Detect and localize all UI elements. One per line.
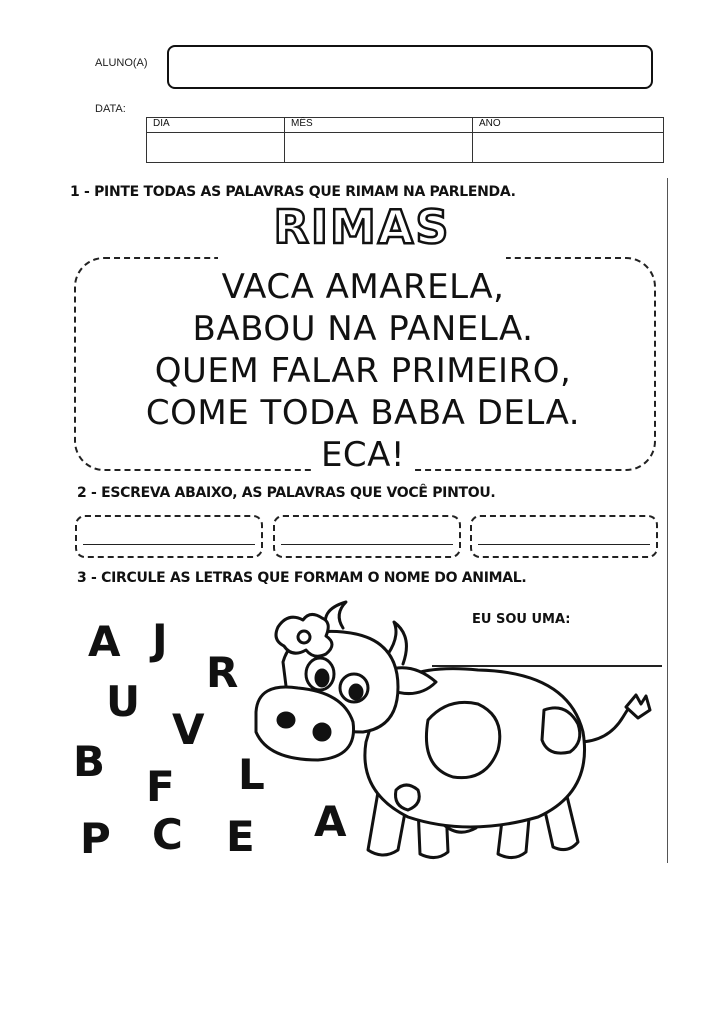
poem-line-3: QUEM FALAR PRIMEIRO,: [154, 351, 572, 391]
date-table: [146, 117, 664, 163]
aluno-label: ALUNO(A): [95, 57, 148, 69]
answer-line-2: [281, 544, 453, 545]
data-label: DATA:: [95, 103, 126, 115]
date-month-field[interactable]: [285, 133, 473, 163]
letter-e[interactable]: E: [226, 812, 255, 861]
poem-line-4: COME TODA BABA DELA.: [145, 393, 581, 433]
answer-box-3[interactable]: [470, 515, 658, 558]
cow-pupil-left: [316, 670, 328, 686]
letter-b[interactable]: B: [73, 737, 106, 786]
cow-tail-tuft: [626, 695, 650, 718]
date-day-field[interactable]: [147, 133, 285, 163]
poem-line-1: VACA AMARELA,: [221, 267, 505, 307]
poem-line-2: BABOU NA PANELA.: [192, 309, 534, 349]
letter-v[interactable]: V: [172, 705, 205, 754]
cow-tail: [578, 702, 633, 742]
cow-spot-3: [396, 785, 420, 810]
letter-c[interactable]: C: [152, 810, 183, 859]
student-name-field[interactable]: [167, 45, 653, 89]
cow-nostril-right: [314, 724, 330, 740]
date-header-day: DIA: [147, 118, 285, 133]
cow-pupil-right: [350, 685, 362, 699]
date-year-field[interactable]: [473, 133, 664, 163]
answer-line-3: [478, 544, 650, 545]
question-1: 1 - PINTE TODAS AS PALAVRAS QUE RIMAM NA PARLENDA.: [70, 184, 516, 200]
letter-a-1[interactable]: A: [88, 617, 121, 666]
letter-f[interactable]: F: [146, 762, 175, 811]
rimas-title: RIMAS: [273, 200, 451, 254]
date-header-year: ANO: [473, 118, 664, 133]
letter-p[interactable]: P: [80, 814, 111, 863]
letter-u[interactable]: U: [106, 677, 141, 726]
letter-j[interactable]: J: [152, 615, 168, 664]
letter-a-2[interactable]: A: [314, 797, 347, 846]
poem-line-5: ECA!: [313, 434, 413, 476]
question-3: 3 - CIRCULE AS LETRAS QUE FORMAM O NOME DO ANIMAL.: [77, 570, 527, 586]
cow-illustration: [248, 592, 668, 868]
cow-flower-center: [298, 631, 310, 643]
answer-line-1: [83, 544, 255, 545]
poem-text: [74, 266, 652, 476]
date-header-month: MÊS: [285, 118, 473, 133]
letter-r[interactable]: R: [206, 648, 239, 697]
cow-nostril-left: [278, 713, 294, 727]
answer-box-1[interactable]: [75, 515, 263, 558]
question-2: 2 - ESCREVA ABAIXO, AS PALAVRAS QUE VOCÊ PINTOU.: [77, 485, 496, 501]
answer-box-2[interactable]: [273, 515, 461, 558]
eu-sou-uma-label: EU SOU UMA:: [472, 612, 571, 627]
letter-l[interactable]: L: [238, 750, 265, 799]
cow-spot-1: [426, 702, 499, 777]
